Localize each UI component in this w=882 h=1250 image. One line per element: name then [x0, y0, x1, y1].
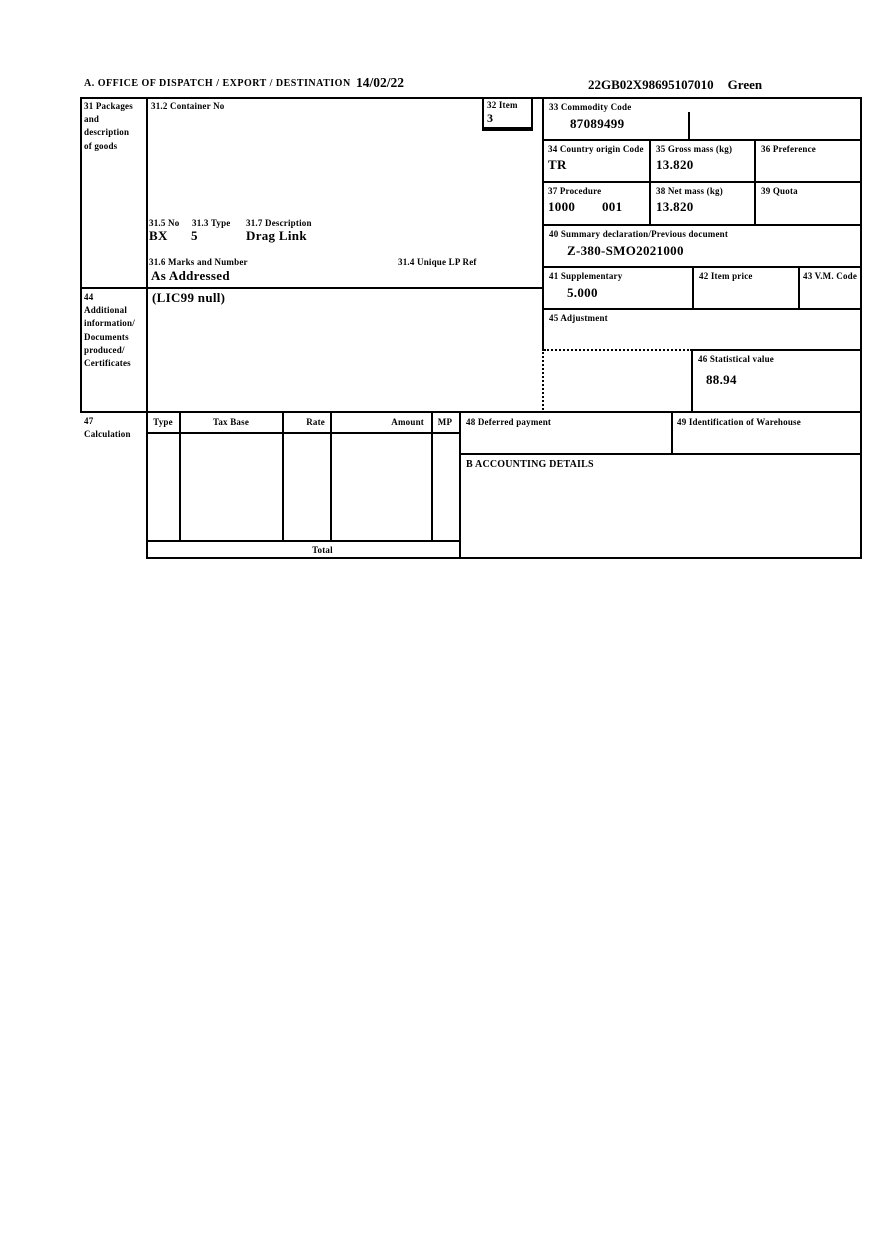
box-36-label: 36 Preference	[761, 144, 816, 154]
divider-37-40	[542, 224, 862, 226]
calc-header-amount: Amount	[391, 417, 424, 427]
box-31-5-label: 31.5 No	[149, 218, 180, 228]
divider-34-37	[542, 181, 862, 183]
label-line: information/	[84, 318, 135, 329]
section-a-title: A. OFFICE OF DISPATCH / EXPORT / DESTINATION	[84, 78, 351, 89]
box-45-label: 45 Adjustment	[549, 313, 608, 323]
box-38-label: 38 Net mass (kg)	[656, 186, 723, 196]
box-48-label: 48 Deferred payment	[466, 417, 552, 427]
calc-header-underline	[146, 432, 461, 434]
label-line: 44	[84, 292, 94, 302]
label-line: Additional	[84, 305, 128, 316]
box-31-6-value: As Addressed	[151, 268, 230, 283]
divider-48-49	[671, 411, 673, 455]
calc-header-rate: Rate	[306, 417, 325, 427]
box-41-value: 5.000	[567, 285, 598, 300]
box-35-value: 13.820	[656, 157, 694, 172]
divider-31-44	[80, 287, 544, 289]
mrn-and-routing	[588, 77, 762, 93]
box-37-value-sub: 001	[602, 199, 623, 214]
box-34-value: TR	[548, 157, 567, 172]
form-bottom-border	[146, 557, 862, 559]
box-35-label: 35 Gross mass (kg)	[656, 144, 733, 154]
label-line: and	[84, 114, 100, 125]
box-46-label: 46 Statistical value	[698, 354, 774, 364]
dotted-horizontal-divider	[544, 349, 692, 351]
box-42-label: 42 Item price	[699, 271, 753, 281]
calc-header-taxbase: Tax Base	[212, 417, 250, 427]
label-line: Certificates	[84, 358, 131, 369]
box-44-value: (LIC99 null)	[152, 290, 226, 305]
box-b-accounting-label: B ACCOUNTING DETAILS	[466, 459, 594, 470]
box-32-value: 3	[487, 111, 494, 125]
box-31-5-value: BX	[149, 228, 168, 243]
form-left-border	[80, 97, 82, 413]
box-31-6-label: 31.6 Marks and Number	[149, 257, 248, 267]
routing-value: Green	[727, 77, 763, 92]
label-line: 31 Packages	[84, 101, 133, 111]
form-right-border	[860, 97, 862, 559]
box-31-7-label: 31.7 Description	[246, 218, 312, 228]
box-33-value: 87089499	[570, 116, 625, 131]
divider-41-42	[692, 266, 694, 310]
box-37-value-main: 1000	[548, 199, 576, 214]
label-line: description	[84, 127, 130, 138]
divider-40-41	[542, 266, 862, 268]
box-46-value: 88.94	[706, 372, 737, 387]
box-41-label: 41 Supplementary	[549, 271, 623, 281]
box-47-label	[84, 415, 146, 441]
box-44-label	[84, 291, 146, 370]
calc-header-mp: MP	[437, 417, 453, 427]
box-31-4-label: 31.4 Unique LP Ref	[398, 257, 477, 267]
box-34-label: 34 Country origin Code	[548, 144, 644, 154]
label-line: 47	[84, 416, 94, 426]
divider-34-35	[649, 139, 651, 226]
divider-41-45	[542, 308, 862, 310]
label-line: of goods	[84, 140, 118, 151]
acceptance-date: 14/02/22	[356, 75, 405, 90]
box-31-7-value: Drag Link	[246, 228, 307, 243]
box-31-label	[84, 100, 146, 153]
box-38-value: 13.820	[656, 199, 694, 214]
box-33-label: 33 Commodity Code	[549, 102, 632, 112]
calc-total-row-top	[146, 540, 461, 542]
divider-42-43	[798, 266, 800, 310]
divider-48-accounting	[459, 453, 862, 455]
dotted-vertical-divider	[542, 349, 544, 413]
label-line: produced/	[84, 344, 125, 355]
label-column-divider	[146, 97, 148, 559]
divider-35-36	[754, 139, 756, 226]
calc-col-divider-type	[179, 411, 181, 541]
box-49-label: 49 Identification of Warehouse	[677, 417, 801, 427]
mrn-value: 22GB02X98695107010	[588, 77, 714, 92]
box-39-label: 39 Quota	[761, 186, 798, 196]
divider-33-34	[542, 139, 862, 141]
calc-header-type: Type	[153, 417, 173, 427]
divider-44-47	[80, 411, 862, 413]
calc-col-divider-taxbase	[282, 411, 284, 541]
box-31-2-label: 31.2 Container No	[151, 101, 225, 111]
label-line: Documents	[84, 331, 129, 342]
calc-col-divider-amount	[431, 411, 433, 541]
box-40-label: 40 Summary declaration/Previous document	[549, 229, 729, 239]
calc-total-label: Total	[312, 545, 333, 555]
commodity-code-separator	[688, 112, 690, 140]
calc-col-divider-rate	[330, 411, 332, 541]
form-top-border	[80, 97, 862, 99]
box-32-label: 32 Item	[487, 100, 518, 110]
box-37-label: 37 Procedure	[548, 186, 602, 196]
box46-top-border	[691, 349, 862, 351]
box-31-3-value: 5	[191, 228, 198, 243]
box46-left-border	[691, 349, 693, 413]
box-43-label: 43 V.M. Code	[803, 271, 858, 281]
label-line: Calculation	[84, 429, 131, 440]
box-40-value: Z-380-SMO2021000	[567, 243, 684, 258]
box-31-3-label: 31.3 Type	[192, 218, 231, 228]
